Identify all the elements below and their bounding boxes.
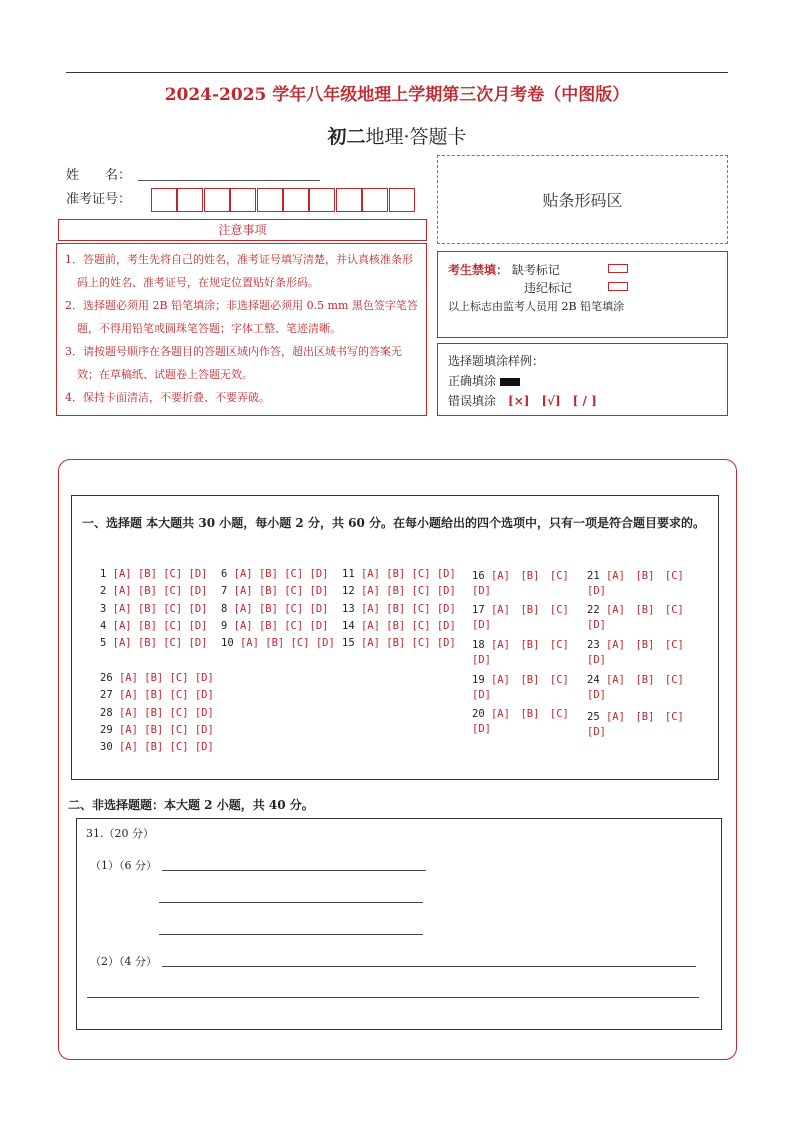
- correct-fill-label: 正确填涂: [448, 374, 497, 388]
- answer-options[interactable]: [A] [B] [C]: [605, 570, 684, 582]
- answer-options[interactable]: [A] [B] [C] [D]: [360, 619, 456, 632]
- answer-options[interactable]: [A] [B] [C] [D]: [233, 585, 329, 598]
- q31-part2-label: （2）（4 分）: [90, 955, 157, 968]
- question-row[interactable]: [587, 602, 684, 617]
- wrong-fill-label: 错误填涂: [448, 394, 497, 408]
- question-row[interactable]: [100, 689, 214, 701]
- question-number: 9: [221, 619, 228, 632]
- id-digit-box[interactable]: [257, 188, 283, 212]
- answer-options[interactable]: [A] [B] [C]: [605, 639, 684, 651]
- question-number: 12: [342, 585, 355, 598]
- question-number: 29: [100, 723, 113, 736]
- question-number: 25: [587, 711, 600, 723]
- answer-options[interactable]: [A] [B] [C] [D]: [112, 619, 208, 632]
- question-number: 5: [100, 637, 107, 650]
- answer-options[interactable]: [A] [B] [C]: [490, 604, 569, 616]
- answer-line[interactable]: [159, 934, 423, 935]
- notice-box: [56, 243, 427, 416]
- question-number: 28: [100, 706, 113, 719]
- question-number: 7: [221, 585, 228, 598]
- question-number: 1: [100, 568, 107, 580]
- question-row[interactable]: [342, 568, 456, 580]
- option-d[interactable]: [D]: [587, 689, 606, 701]
- answer-options[interactable]: [A] [B] [C]: [490, 639, 569, 651]
- question-number: 3: [100, 602, 107, 615]
- answer-options[interactable]: [A] [B] [C] [D]: [118, 672, 214, 684]
- answer-options[interactable]: [A] [B] [C] [D]: [112, 568, 208, 580]
- question-row[interactable]: [587, 709, 684, 724]
- wrong-fill-marks: [×] [√] [ / ]: [508, 394, 597, 408]
- option-d[interactable]: [D]: [472, 654, 491, 666]
- question-row[interactable]: [342, 620, 456, 632]
- id-digit-box[interactable]: [336, 188, 362, 212]
- question-number: 15: [342, 637, 355, 650]
- answer-options[interactable]: [A] [B] [C] [D]: [233, 568, 329, 580]
- answer-options[interactable]: [A] [B] [C] [D]: [118, 706, 214, 719]
- question-row[interactable]: [587, 568, 684, 583]
- answer-options[interactable]: [A] [B] [C]: [605, 604, 684, 616]
- answer-options[interactable]: [A] [B] [C]: [605, 711, 684, 723]
- examiner-only-box: [437, 251, 728, 338]
- violation-mark-box[interactable]: [608, 282, 628, 291]
- option-d[interactable]: [D]: [587, 585, 606, 597]
- question-row[interactable]: [342, 603, 456, 615]
- question-number: 18: [472, 639, 485, 651]
- question-number: 23: [587, 639, 600, 651]
- question-row[interactable]: [100, 568, 207, 580]
- question-number: 11: [342, 568, 355, 580]
- id-digit-box[interactable]: [309, 188, 335, 212]
- option-d[interactable]: [D]: [472, 689, 491, 701]
- question-row[interactable]: [100, 724, 214, 736]
- question-row[interactable]: [472, 568, 569, 583]
- subtitle-rest: 地理·答题卡: [365, 126, 467, 148]
- q31-part1-label: （1）（6 分）: [90, 859, 157, 872]
- question-number: 17: [472, 604, 485, 616]
- section2-heading: 二、非选择题题：本大题 2 小题，共 40 分。: [68, 798, 314, 812]
- question-number: 24: [587, 674, 600, 686]
- question-row[interactable]: [221, 620, 328, 632]
- option-d[interactable]: [D]: [472, 723, 491, 735]
- question-row[interactable]: [587, 672, 684, 687]
- id-digit-box[interactable]: [204, 188, 230, 212]
- question-row[interactable]: [100, 707, 214, 719]
- violation-mark-label: 违纪标记: [524, 281, 573, 295]
- answer-options[interactable]: [A] [B] [C] [D]: [118, 723, 214, 736]
- fill-sample-box: [437, 343, 728, 416]
- question-number: 16: [472, 570, 485, 582]
- q31-box: [76, 818, 722, 1030]
- notice-heading: 注意事项: [58, 219, 427, 241]
- subtitle-grade: 初二: [327, 126, 366, 148]
- notice-item: 4．保持卡面清洁，不要折叠、不要弄破。: [65, 391, 270, 404]
- question-number: 21: [587, 570, 600, 582]
- answer-options[interactable]: [A] [B] [C] [D]: [360, 585, 456, 598]
- option-d[interactable]: [D]: [587, 654, 606, 666]
- question-row[interactable]: [100, 637, 207, 649]
- answer-options[interactable]: [A] [B] [C]: [490, 708, 569, 720]
- ban-note: 以上标志由监考人员用 2B 铅笔填涂: [448, 300, 625, 313]
- answer-options[interactable]: [A] [B] [C]: [490, 570, 569, 582]
- question-row[interactable]: [587, 637, 684, 652]
- question-number: 14: [342, 619, 355, 632]
- answer-line[interactable]: [159, 902, 423, 903]
- question-row[interactable]: [472, 706, 569, 721]
- question-number: 13: [342, 602, 355, 615]
- question-row[interactable]: [100, 672, 214, 684]
- answer-options[interactable]: [A] [B] [C] [D]: [118, 741, 214, 754]
- question-number: 20: [472, 708, 485, 720]
- question-row[interactable]: [100, 741, 214, 753]
- question-row[interactable]: [221, 603, 328, 615]
- id-digit-box[interactable]: [283, 188, 309, 212]
- question-number: 10: [221, 637, 234, 650]
- card-subtitle: [0, 122, 794, 149]
- answer-options[interactable]: [A] [B] [C] [D]: [239, 637, 335, 650]
- question-row[interactable]: [221, 637, 335, 649]
- exam-title: 2024-2025 学年八年级地理上学期第三次月考卷（中图版）: [164, 85, 630, 105]
- question-number: 6: [221, 568, 228, 580]
- answer-line[interactable]: [162, 870, 426, 871]
- id-digit-box[interactable]: [389, 188, 415, 212]
- answer-line[interactable]: [162, 966, 696, 967]
- notice-item: 3．请按题号顺序在各题目的答题区域内作答，超出区域书写的答案无效；在草稿纸、试题卷上答题无效。: [65, 345, 402, 381]
- id-digit-box[interactable]: [230, 188, 256, 212]
- missing-mark-box[interactable]: [608, 264, 628, 273]
- id-label: 准考证号：: [66, 192, 132, 207]
- answer-options[interactable]: [A] [B] [C] [D]: [112, 637, 208, 650]
- answer-options[interactable]: [A] [B] [C] [D]: [112, 585, 208, 598]
- question-row[interactable]: [342, 585, 456, 597]
- top-rule: [66, 72, 728, 73]
- notice-item: 2．选择题必须用 2B 铅笔填涂；非选择题必须用 0.5 mm 黑色签字笔答题，不得用铅笔或圆珠笔答题；字体工整、笔迹清晰。: [65, 299, 418, 335]
- option-d[interactable]: [D]: [472, 619, 491, 631]
- question-number: 22: [587, 604, 600, 616]
- option-d[interactable]: [D]: [587, 619, 606, 631]
- question-number: 30: [100, 741, 113, 754]
- question-number: 8: [221, 602, 228, 615]
- question-row[interactable]: [221, 568, 328, 580]
- question-row[interactable]: [100, 603, 207, 615]
- question-row[interactable]: [472, 637, 569, 652]
- question-row[interactable]: [342, 637, 456, 649]
- barcode-area: 贴条形码区: [437, 155, 728, 244]
- question-number: 19: [472, 674, 485, 686]
- id-digit-box[interactable]: [362, 188, 388, 212]
- option-d[interactable]: [D]: [587, 726, 606, 738]
- answer-line[interactable]: [87, 997, 699, 998]
- notice-item: 1．答题前，考生先将自己的姓名，准考证号填写清楚，并认真核准条形码上的姓名、准考证号，在规定位置贴好条形码。: [65, 253, 413, 289]
- question-number: 26: [100, 672, 113, 684]
- question-number: 2: [100, 585, 107, 598]
- answer-options[interactable]: [A] [B] [C]: [605, 674, 684, 686]
- correct-fill-mark: [500, 378, 520, 386]
- ban-label: 考生禁填：: [448, 263, 509, 277]
- question-row[interactable]: [221, 585, 328, 597]
- answer-options[interactable]: [A] [B] [C] [D]: [360, 637, 456, 650]
- missing-mark-label: 缺考标记: [511, 263, 560, 277]
- question-row[interactable]: [472, 672, 569, 687]
- question-row[interactable]: [100, 620, 207, 632]
- answer-options[interactable]: [A] [B] [C] [D]: [360, 568, 456, 580]
- id-digit-box[interactable]: [177, 188, 203, 212]
- name-label: 姓 名：: [66, 168, 132, 183]
- name-field[interactable]: [138, 180, 320, 181]
- answer-options[interactable]: [A] [B] [C]: [490, 674, 569, 686]
- id-digit-box[interactable]: [151, 188, 177, 212]
- mc-heading: 一、选择题 本大题共 30 小题，每小题 2 分，共 60 分。在每小题给出的四个选项中，只有一项是符合题目要求的。: [82, 516, 705, 530]
- question-number: 4: [100, 619, 107, 632]
- answer-options[interactable]: [A] [B] [C] [D]: [233, 619, 329, 632]
- answer-options[interactable]: [A] [B] [C] [D]: [360, 602, 456, 615]
- q31-label: 31.（20 分）: [86, 827, 154, 840]
- question-row[interactable]: [472, 602, 569, 617]
- question-number: 27: [100, 689, 113, 702]
- option-d[interactable]: [D]: [472, 585, 491, 597]
- answer-options[interactable]: [A] [B] [C] [D]: [118, 689, 214, 702]
- answer-options[interactable]: [A] [B] [C] [D]: [112, 602, 208, 615]
- answer-options[interactable]: [A] [B] [C] [D]: [233, 602, 329, 615]
- sample-title: 选择题填涂样例：: [448, 354, 545, 368]
- question-row[interactable]: [100, 585, 207, 597]
